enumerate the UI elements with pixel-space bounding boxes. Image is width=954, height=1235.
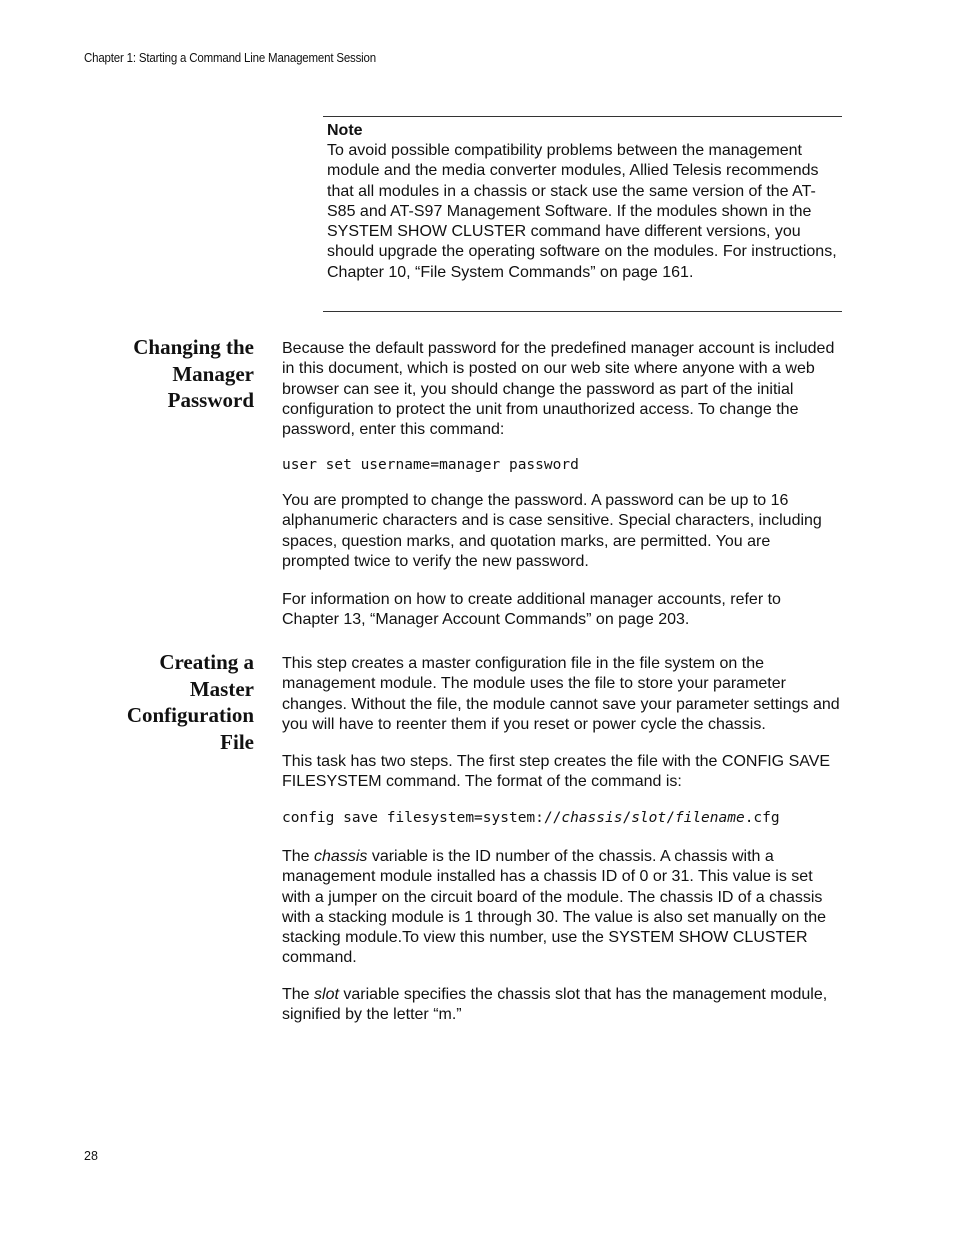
- chassis-variable-paragraph: [282, 847, 842, 969]
- command-suffix: .cfg: [744, 810, 780, 826]
- note-title: Note: [327, 122, 363, 139]
- command-separator: /: [666, 810, 675, 826]
- heading-line: Master: [189, 676, 254, 701]
- command-prefix: config save filesystem=system://: [282, 810, 562, 826]
- slot-variable-paragraph: [282, 985, 842, 1026]
- running-header: Chapter 1: Starting a Command Line Management Session: [84, 51, 376, 65]
- password-command: user set username=manager password: [282, 457, 579, 473]
- term-slot: slot: [314, 986, 339, 1003]
- paragraph-rest: variable is the ID number of the chassis. A chassis with a management module installed has a chassis ID of 0 or 31. This value is set with a jumper on the circuit board of the module. The chassis ID of a chassis with a stacking module is 1 through 30. The value is also set manually on the stacking module.To view this number, use the SYSTEM SHOW CLUSTER command.: [282, 848, 827, 967]
- command-var-slot: slot: [631, 810, 667, 826]
- heading-line: File: [220, 730, 254, 755]
- heading-line: Password: [167, 388, 254, 413]
- heading-line: Changing the: [133, 335, 254, 359]
- command-separator: /: [622, 810, 632, 826]
- password-reference-paragraph: For information on how to create additional manager accounts, refer to Chapter 13, “Manager Account Commands” on page 203.: [282, 591, 781, 629]
- note-body: To avoid possible compatibility problems between the management module and the media converter modules, Allied Telesis recommends that all modules in a chassis or stack use the same version of the AT-S85 and AT-S97 Management Software. If the modules shown in the SYSTEM SHOW CLUSTER command have different versions, you should upgrade the operating software on the modules. For instructions, Chapter 10, “File System Commands” on page 161.: [327, 142, 837, 281]
- paragraph-lead: The: [282, 848, 315, 865]
- page-number: 28: [84, 1149, 98, 1163]
- config-steps-paragraph: This task has two steps. The first step creates the file with the CONFIG SAVE FILESYSTEM command. The format of the command is:: [282, 753, 831, 791]
- heading-line: Manager: [172, 361, 254, 386]
- section-heading-config: [127, 649, 254, 756]
- command-var-chassis: chassis: [561, 810, 623, 826]
- paragraph-rest: variable specifies the chassis slot that has the management module, signified by the letter “m.”: [282, 986, 828, 1024]
- note-box: [323, 116, 842, 312]
- config-command: [282, 810, 780, 826]
- password-intro-paragraph: Because the default password for the predefined manager account is included in this document, which is posted on our web site where anyone with a web browser can see it, you should change the password as part of the initial configuration to protect the unit from unauthorized access. To change the password, enter this command:: [282, 340, 835, 439]
- config-intro-paragraph: This step creates a master configuration file in the file system on the management module. The module uses the file to store your parameter changes. Without the file, the module cannot save your parameter settings and you will have to reenter them if you reset or power cycle the chassis.: [282, 655, 840, 733]
- section-heading-password: [133, 334, 254, 414]
- heading-line: Configuration: [126, 703, 254, 728]
- paragraph-lead: The: [282, 986, 315, 1003]
- command-var-filename: filename: [674, 810, 745, 826]
- term-chassis: chassis: [314, 848, 368, 865]
- password-prompt-paragraph: You are prompted to change the password. A password can be up to 16 alphanumeric characters and is case sensitive. Special characters, including spaces, question marks, and quotation marks, are permitted. You are prompted twice to verify the new password.: [282, 492, 822, 570]
- heading-line: Creating a: [159, 650, 254, 674]
